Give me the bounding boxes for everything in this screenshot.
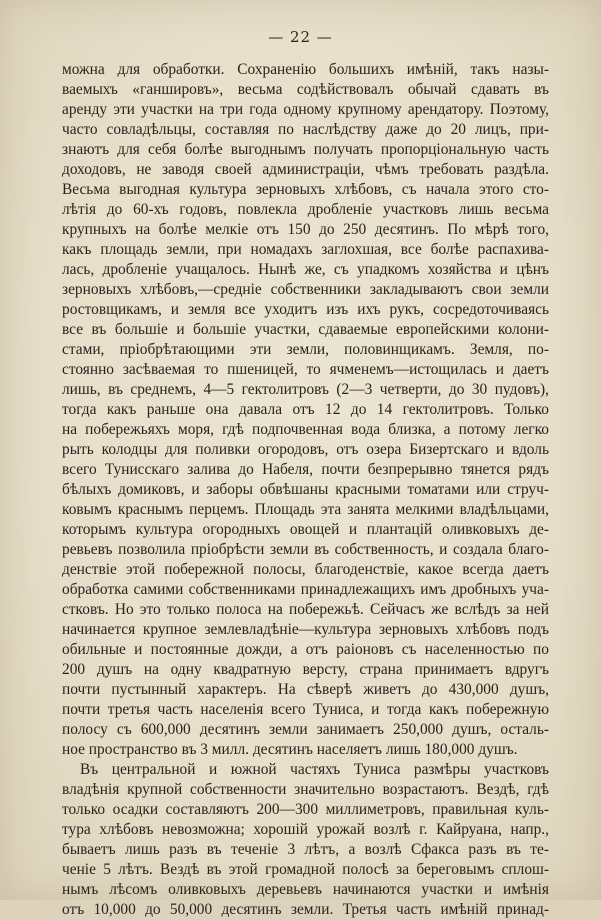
text-line: часто совладѣльцы, составляя по наслѣдству даже до 20 лицъ, при- [62, 121, 549, 138]
text-line: лась, дробленіе учащалось. Нынѣ же, съ упадкомъ хозяйства и цѣнъ [62, 261, 549, 278]
text-line: ное пространство въ 3 милл. десятинъ населяетъ лишь 180,000 душъ. [62, 741, 518, 758]
text-line: 200 душъ на одну квадратную версту, страна принимаетъ вдругъ [62, 661, 549, 678]
text-line: стковъ. Но это только полоса на побережьѣ. Сейчасъ же вслѣдъ за ней [62, 601, 549, 618]
text-line: ростовщикамъ, и земля все уходитъ изъ ихъ рукъ, сосредоточиваясь [62, 301, 549, 318]
page-number: — 22 — [268, 28, 333, 46]
text-line: на побережьяхъ моря, гдѣ подпочвенная вода близка, а потому легко [62, 421, 549, 438]
text-line: тогда какъ раньше она давала отъ 12 до 14 гектолитровъ. Только [62, 401, 549, 418]
text-line: всего Тунисскаго залива до Набеля, почти безпрерывно тянется рядъ [62, 461, 549, 478]
text-line: Весьма выгодная культура зерновыхъ хлѣбовъ, съ начала этого сто- [62, 181, 549, 198]
text-line: какъ площадь земли, при номадахъ заглохшая, все болѣе распахива- [62, 241, 549, 258]
text-line: обработка самими собственниками принадлежащихъ имъ дробныхъ уча- [62, 581, 549, 598]
text-line: рыть колодцы для поливки огородовъ, отъ озера Бизертскаго и вдоль [62, 441, 549, 458]
text-line: почти третья часть населенія всего Туниса, и тогда какъ побережную [62, 701, 549, 718]
text-line: зерновыхъ хлѣбовъ,—средніе собственники закладываютъ свои земли [62, 281, 549, 298]
text-line: можна для обработки. Сохраненію большихъ имѣній, такъ назы- [62, 61, 549, 78]
text-line: денствіе этой побережной полосы, благоденствіе, какое всегда даетъ [62, 561, 549, 578]
text-line: бѣлыхъ домиковъ, и заборы обвѣшаны красными томатами или струч- [62, 481, 549, 498]
text-line: доходовъ, не заводя своей администраціи, чѣмъ требовать раздѣла. [62, 161, 549, 178]
text-line: полосу съ 600,000 десятинъ земли занимаетъ 250,000 душъ, осталь- [62, 721, 549, 738]
text-line: владѣнія крупной собственности значительно возрастаютъ. Вездѣ, гдѣ [62, 781, 549, 798]
text-line: ваемыхъ «ганшировъ», весьма содѣйствовалъ обычай сдавать въ [62, 81, 549, 98]
text-line: Въ центральной и южной частяхъ Туниса размѣры участковъ [80, 761, 549, 778]
text-line: начинается крупное землевладѣніе—культура зерновыхъ хлѣбовъ подъ [62, 621, 549, 638]
text-line: все въ большіе и большіе участки, сдаваемые европейскими колони- [62, 321, 549, 338]
text-line: аренду эти участки на три года одному крупному арендатору. Поэтому, [62, 101, 549, 118]
text-line: знаютъ для себя болѣе выгоднымъ получать пропорціональную часть [62, 141, 549, 158]
text-line: лѣтія до 60-хъ годовъ, повлекла дробленіе участковъ лишь весьма [62, 201, 549, 218]
text-line: тура хлѣбовъ невозможна; хорошій урожай возлѣ г. Кайруана, напр., [62, 821, 549, 838]
text-line: обильные и постоянные дожди, а отъ раіоновъ съ населенностью по [62, 641, 549, 658]
text-line: бываетъ лишь разъ въ теченіе 3 лѣтъ, а возлѣ Сфакса разъ въ те- [62, 841, 549, 858]
text-line: ченіе 5 лѣтъ. Вездѣ въ этой громадной полосѣ за береговымъ сплош- [62, 861, 549, 878]
text-line: почти пустынный характеръ. На сѣверѣ живетъ до 430,000 душъ, [62, 681, 549, 698]
text-line: которымъ культура огородныхъ овощей и плантацій оливковыхъ де- [62, 521, 549, 538]
text-line: ковымъ краснымъ перцемъ. Площадь эта занята мелкими владѣльцами, [62, 501, 549, 518]
text-line: ревьевъ позволила пріобрѣсти земли въ собственность, и создала благо- [62, 541, 549, 558]
text-line: отъ 10,000 до 50,000 десятинъ земли. Третья часть имѣній принад- [62, 901, 549, 918]
text-line: нымъ лѣсомъ оливковыхъ деревьевъ начинаются участки и имѣнія [62, 881, 549, 898]
text-line: стоянно засѣваемая то пшеницей, то ячменемъ—истощилась и даетъ [62, 361, 549, 378]
body-text [62, 60, 549, 920]
text-line: стами, пріобрѣтающими эти земли, половинщикамъ. Земля, по- [62, 341, 549, 358]
text-line: лишь, въ среднемъ, 4—5 гектолитровъ (2—3 четверти, до 30 пудовъ), [62, 381, 549, 398]
text-line: только осадки составляютъ 200—300 миллиметровъ, правильная куль- [62, 801, 549, 818]
text-line: крупныхъ на болѣе мелкіе отъ 150 до 250 десятинъ. По мѣрѣ того, [62, 221, 549, 238]
